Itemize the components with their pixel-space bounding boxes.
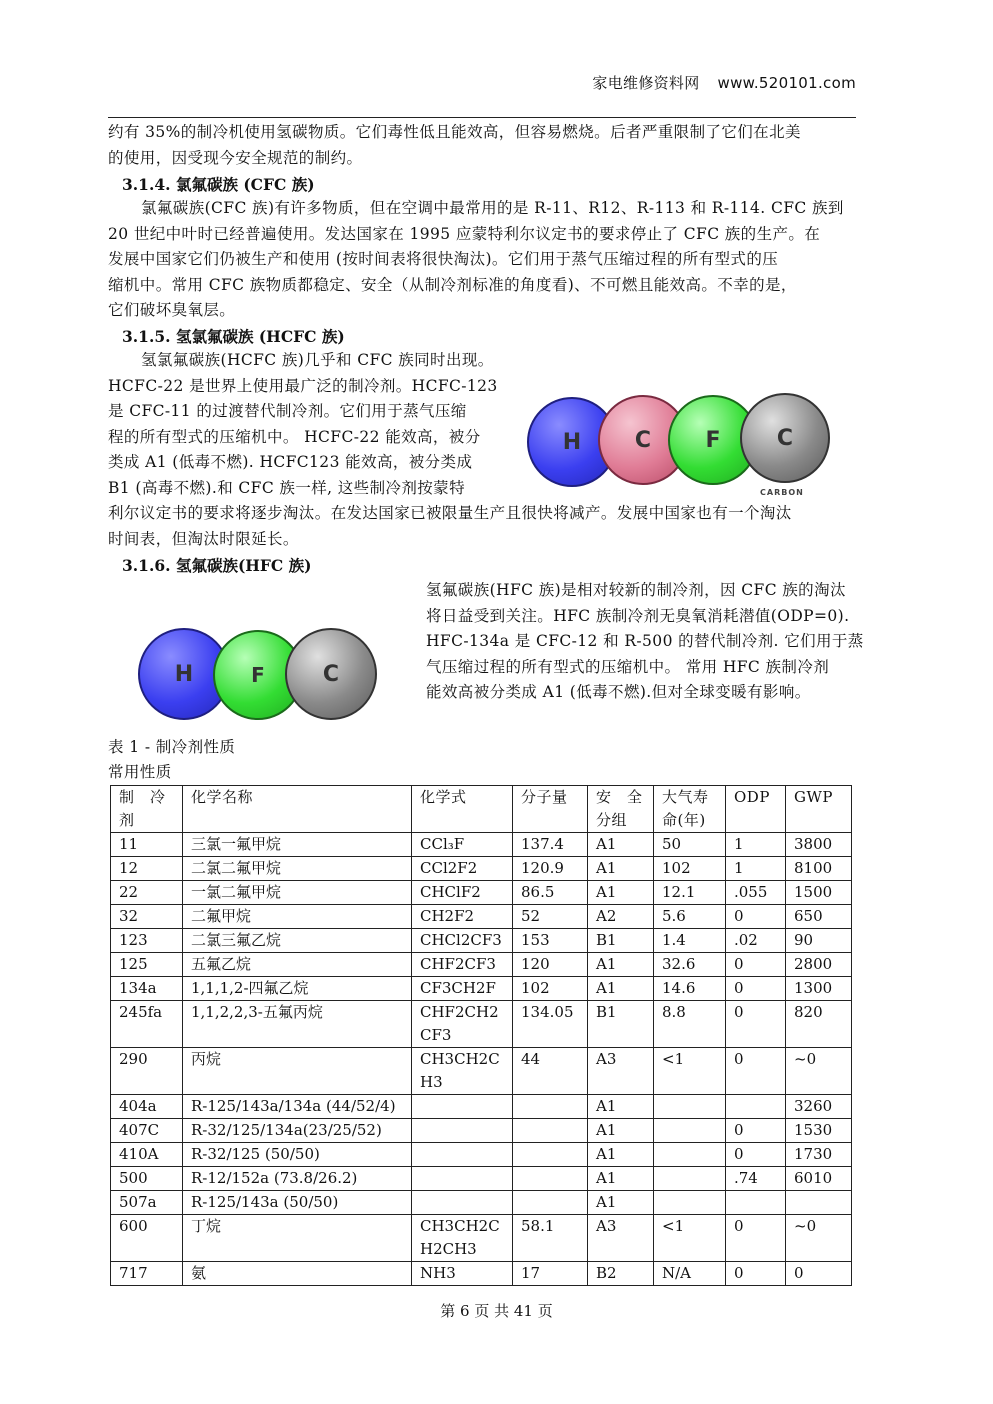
table-cell: 134.05 [513,1001,588,1048]
table-cell: N/A [654,1262,726,1286]
table-header-row [111,786,852,833]
table-cell: CHCl2CF3 [412,929,513,953]
table-cell: 11 [111,833,183,857]
table-cell: 6010 [786,1167,852,1191]
table-cell: A2 [588,905,654,929]
table-cell: 32.6 [654,953,726,977]
table-row [111,905,852,929]
table-row [111,1048,852,1095]
table-cell: CCl2F2 [412,857,513,881]
table-cell: CHClF2 [412,881,513,905]
cfc-paragraph [108,196,856,324]
col-header: 化学名称 [183,786,412,833]
table-row [111,1119,852,1143]
hcfc-line: 类成 A1 (低毒不燃). HCFC123 能效高，被分类成 [108,453,473,471]
atom-h: H [138,628,230,720]
hfc-line: 将日益受到关注。HFC 族制冷剂无臭氧消耗潜值(ODP=0). [426,606,850,625]
table-cell: 12 [111,857,183,881]
table-cell: B1 [588,929,654,953]
header-site: 家电维修资料网 [592,74,700,92]
table-cell: 12.1 [654,881,726,905]
header-url: www.520101.com [717,74,856,92]
table-cell: 125 [111,953,183,977]
table-cell: 1730 [786,1143,852,1167]
table-cell: 22 [111,881,183,905]
table-cell: 1,1,1,2-四氟乙烷 [183,977,412,1001]
table-cell: 1 [726,857,786,881]
table-cell [513,1095,588,1119]
table-row [111,1215,852,1262]
table-cell: 0 [726,1119,786,1143]
intro-line: 的使用，因受现今安全规范的制约。 [108,148,363,167]
table-cell: R-32/125/134a(23/25/52) [183,1119,412,1143]
hcfc-molecule-image [520,385,840,495]
hcfc-line: HCFC-22 是世界上使用最广泛的制冷剂。HCFC-123 [108,376,498,395]
hcfc-line: 时间表，但淘汰时限延长。 [108,529,299,548]
intro-paragraph [108,120,856,171]
table-cell: 8.8 [654,1001,726,1048]
table-cell: 1300 [786,977,852,1001]
table-row [111,857,852,881]
hcfc-line: 程的所有型式的压缩机中。 HCFC-22 能效高，被分 [108,427,481,446]
hcfc-heading: 3.1.5. 氢氯氟碳族 (HCFC 族) [122,327,345,346]
table-row [111,1143,852,1167]
table-cell: 14.6 [654,977,726,1001]
table-cell: 1530 [786,1119,852,1143]
col-header: 安 全分组 [588,786,654,833]
hfc-line: 氢氟碳族(HFC 族)是相对较新的制冷剂，因 CFC 族的淘汰 [426,581,846,599]
atom-f: F [668,395,758,485]
table-cell: 407C [111,1119,183,1143]
table-cell: CH2F2 [412,905,513,929]
table-row [111,1001,852,1048]
table-cell [726,1095,786,1119]
table-cell: R-125/143a (50/50) [183,1191,412,1215]
table-cell: 52 [513,905,588,929]
table-cell [654,1119,726,1143]
table-cell: <1 [654,1048,726,1095]
table-cell: 102 [654,857,726,881]
cfc-line: 它们破坏臭氧层。 [108,301,236,319]
table-cell: 丁烷 [183,1215,412,1262]
table-cell: 153 [513,929,588,953]
table-row [111,881,852,905]
page-footer: 第 6 页 共 41 页 [440,1302,553,1320]
cfc-heading: 3.1.4. 氯氟碳族 (CFC 族) [122,175,315,194]
table-cell: .74 [726,1167,786,1191]
table-cell: 120 [513,953,588,977]
table-cell: A1 [588,1119,654,1143]
table-cell: A1 [588,1143,654,1167]
col-header: 大气寿命(年) [654,786,726,833]
table-cell: 5.6 [654,905,726,929]
table-cell: 507a [111,1191,183,1215]
table-cell: .02 [726,929,786,953]
table-cell [412,1095,513,1119]
table-cell: 0 [726,977,786,1001]
table-cell: 1 [726,833,786,857]
table-cell: 32 [111,905,183,929]
table-row [111,977,852,1001]
hcfc-paragraph-full [108,501,856,552]
table-cell: R-125/143a/134a (44/52/4) [183,1095,412,1119]
hfc-line: HFC-134a 是 CFC-12 和 R-500 的替代制冷剂. 它们用于蒸 [426,632,864,650]
table-cell: CH3CH2CH3 [412,1048,513,1095]
table-cell [412,1191,513,1215]
table-cell: 0 [726,1143,786,1167]
table-cell: ~0 [786,1215,852,1262]
table-cell: 820 [786,1001,852,1048]
table-cell: 0 [786,1262,852,1286]
cfc-line: 缩机中。常用 CFC 族物质都稳定、安全（从制冷剂标准的角度看)、不可燃且能效高。不幸的是， [108,275,797,294]
table-cell: 650 [786,905,852,929]
table-cell: A1 [588,881,654,905]
page-header [108,70,856,118]
table-cell: 一氯二氟甲烷 [183,881,412,905]
hfc-paragraph [426,578,864,706]
table-cell: 404a [111,1095,183,1119]
table-cell: 500 [111,1167,183,1191]
table-cell: NH3 [412,1262,513,1286]
table-row [111,833,852,857]
hfc-line: 能效高被分类成 A1 (低毒不燃).但对全球变暖有影响。 [426,683,811,701]
table-row [111,953,852,977]
table-cell: CCl₃F [412,833,513,857]
table-cell: 五氟乙烷 [183,953,412,977]
cfc-line: 氯氟碳族(CFC 族)有许多物质，但在空调中最常用的是 R-11、R12、R-113 和 R-114. CFC 族到 [141,199,844,217]
table-cell: .055 [726,881,786,905]
table-cell: 1,1,2,2,3-五氟丙烷 [183,1001,412,1048]
table-row [111,1262,852,1286]
table-cell: A3 [588,1215,654,1262]
hfc-heading: 3.1.6. 氢氟碳族(HFC 族) [122,556,312,575]
table-cell [786,1191,852,1215]
header-text [592,72,856,93]
table-cell [726,1191,786,1215]
table-cell: CH3CH2CH2CH3 [412,1215,513,1262]
table-cell: 二氟甲烷 [183,905,412,929]
table-cell: 2800 [786,953,852,977]
table-cell: A1 [588,1191,654,1215]
table-cell: CF3CH2F [412,977,513,1001]
table-cell [654,1167,726,1191]
col-header: 分子量 [513,786,588,833]
table-cell: 245fa [111,1001,183,1048]
cfc-line: 发展中国家它们仍被生产和使用 (按时间表将很快淘汰)。它们用于蒸气压缩过程的所有型式的压 [108,250,779,268]
table-cell: 717 [111,1262,183,1286]
table-cell: R-32/125 (50/50) [183,1143,412,1167]
table-cell: 二氯三氟乙烷 [183,929,412,953]
table-cell [654,1143,726,1167]
hcfc-line: 氢氯氟碳族(HCFC 族)几乎和 CFC 族同时出现。 [141,351,494,369]
table-cell: 50 [654,833,726,857]
atom-h: H [527,397,617,487]
table-cell: 0 [726,1262,786,1286]
intro-line: 约有 35%的制冷机使用氢碳物质。它们毒性低且能效高，但容易燃烧。后者严重限制了它们在北美 [108,123,801,141]
table-cell: 0 [726,1001,786,1048]
table-cell [513,1119,588,1143]
refrigerant-table [110,785,852,1286]
hfc-molecule-image [135,625,380,725]
table-cell [412,1167,513,1191]
hfc-line: 气压缩过程的所有型式的压缩机中。 常用 HFC 族制冷剂 [426,657,830,676]
table-cell: ~0 [786,1048,852,1095]
table-cell: 3260 [786,1095,852,1119]
table-cell: 1500 [786,881,852,905]
hcfc-line: B1 (高毒不燃).和 CFC 族一样, 这些制冷剂按蒙特 [108,478,465,497]
table-cell [654,1095,726,1119]
table-cell: 137.4 [513,833,588,857]
col-header: ODP [726,786,786,833]
table-cell: A1 [588,833,654,857]
col-header: GWP [786,786,852,833]
table-cell: 氨 [183,1262,412,1286]
table-cell: 0 [726,1215,786,1262]
table-cell [513,1191,588,1215]
table-cell: 134a [111,977,183,1001]
table-row [111,1191,852,1215]
table-row [111,1167,852,1191]
table-cell: 44 [513,1048,588,1095]
table-cell: 三氯一氟甲烷 [183,833,412,857]
hcfc-paragraph-narrow [108,348,498,501]
table-row [111,929,852,953]
table-cell [412,1119,513,1143]
table-cell: 0 [726,905,786,929]
table-cell: 290 [111,1048,183,1095]
table-cell: 3800 [786,833,852,857]
table-row [111,1095,852,1119]
atom-f: F [213,630,303,720]
table-cell: 0 [726,953,786,977]
table-cell: 123 [111,929,183,953]
table-cell [412,1143,513,1167]
hcfc-line: 利尔议定书的要求将逐步淘汰。在发达国家已被限量生产且很快将减产。发展中国家也有一个淘汰 [108,504,792,522]
table-cell: A1 [588,1095,654,1119]
col-header: 制 冷剂 [111,786,183,833]
cfc-line: 20 世纪中叶时已经普遍使用。发达国家在 1995 应蒙特利尔议定书的要求停止了 CFC 族的生产。在 [108,224,821,243]
atom-c-pink: C [598,395,688,485]
table-cell: 二氯二氟甲烷 [183,857,412,881]
table-cell: 120.9 [513,857,588,881]
table-cell [513,1143,588,1167]
atom-c-gray: C [285,628,377,720]
atom-c-gray: C [740,393,830,483]
hcfc-line: 是 CFC-11 的过渡替代制冷剂。它们用于蒸气压缩 [108,402,467,420]
col-header: 化学式 [412,786,513,833]
table-cell: A1 [588,1167,654,1191]
table-cell [654,1191,726,1215]
table-cell: 90 [786,929,852,953]
table-cell: <1 [654,1215,726,1262]
table-cell: 1.4 [654,929,726,953]
table-cell: A3 [588,1048,654,1095]
table-cell: R-12/152a (73.8/26.2) [183,1167,412,1191]
molecule-caption-fragment: CARBON [760,488,804,497]
table-cell: A1 [588,953,654,977]
table-subtitle: 常用性质 [108,763,172,781]
table-cell: A1 [588,857,654,881]
table-cell: CHF2CF3 [412,953,513,977]
table-cell: 600 [111,1215,183,1262]
table-cell: 410A [111,1143,183,1167]
table-cell: A1 [588,977,654,1001]
table-cell [513,1167,588,1191]
table-cell: 102 [513,977,588,1001]
table-cell: 86.5 [513,881,588,905]
table-cell: 丙烷 [183,1048,412,1095]
table-cell: 0 [726,1048,786,1095]
table-cell: B1 [588,1001,654,1048]
table-cell: 17 [513,1262,588,1286]
table-cell: CHF2CH2CF3 [412,1001,513,1048]
table-cell: 58.1 [513,1215,588,1262]
table-title: 表 1 - 制冷剂性质 [108,738,236,756]
table-cell: 8100 [786,857,852,881]
table-cell: B2 [588,1262,654,1286]
